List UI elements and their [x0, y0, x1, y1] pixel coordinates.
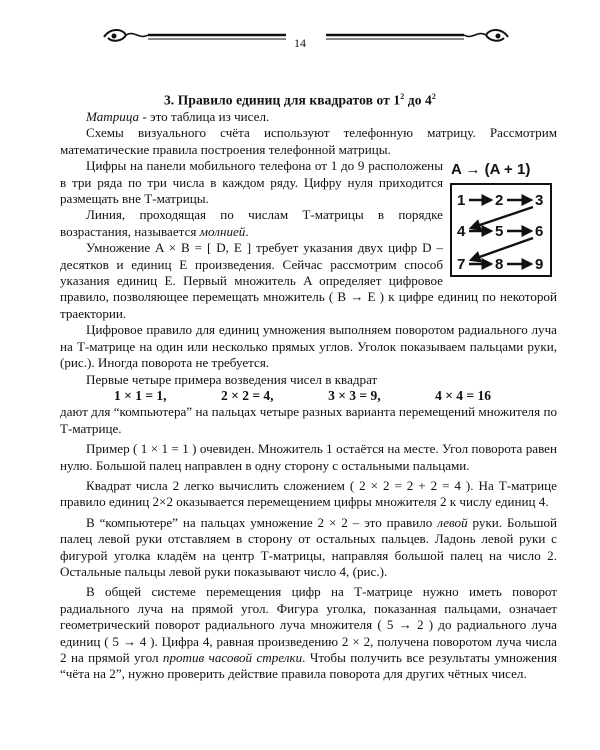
paragraph: Пример ( 1 × 1 = 1 ) очевиден. Множитель 1 остаётся на месте. Угол поворота равен нулю. Большой палец направлен в одну сторону с остальными пальцами.	[60, 441, 557, 473]
digit-3: 3	[535, 192, 544, 210]
digit-8: 8	[495, 256, 504, 274]
digit-1: 1	[457, 192, 466, 210]
paragraph: Цифры на панели мобильного телефона от 1 до 9 расположены в три ряда по три числа в каждом ряду. Цифру нуля приходится размещать вне Т-матрицы.	[60, 158, 443, 207]
page-body	[60, 109, 557, 683]
paragraph: Цифровое правило для единиц умножения выполняем поворотом радиального луча на Т-матрице на один или несколько прямых углов. Уголок показываем пальцами руки, (рис.). Иногда поворота не требуется.	[60, 322, 557, 371]
example-4: 4 × 4 = 16	[435, 387, 491, 403]
paragraph: Линия, проходящая по числам Т-матрицы в порядке возрастания, называется молнией.	[60, 207, 443, 239]
t-matrix-figure	[449, 160, 557, 278]
paragraph: Схемы визуального счёта используют телефонную матрицу. Рассмотрим математические правила построения телефонной матрицы.	[60, 125, 557, 157]
digit-4: 4	[457, 223, 466, 241]
digit-5: 5	[495, 223, 504, 241]
digit-7: 7	[457, 256, 466, 274]
paragraph: В “компьютере” на пальцах умножение 2 × 2 – это правило левой руки. Большой палец левой руки отставляем в сторону от остальных пальцев. Ладонь левой руки с фигурой уголка кладём на центр Т-матрицы, направляя большой палец на число 2. Остальные пальцы левой руки показывают число 4, (рис.).	[60, 514, 557, 579]
right-ornament-icon	[322, 26, 512, 48]
paragraph: Квадрат числа 2 легко вычислить сложением ( 2 × 2 = 2 + 2 = 4 ). На Т-матрице правило единиц 2×2 оказывается перемещением цифры множителя 2 к числу единиц 4.	[60, 477, 557, 510]
example-2: 2 × 2 = 4,	[221, 387, 274, 403]
digit-2: 2	[495, 192, 504, 210]
digit-6: 6	[535, 223, 544, 241]
paragraph: Матрица - это таблица из чисел.	[86, 109, 270, 124]
digit-9: 9	[535, 256, 544, 274]
square-examples	[60, 388, 557, 404]
paragraph: дают для “компьютера” на пальцах четыре разных варианта перемещений множителя по Т-матрице.	[60, 404, 557, 436]
paragraph: Первые четыре примера возведения чисел в квадрат	[86, 371, 378, 387]
example-1: 1 × 1 = 1,	[114, 387, 167, 403]
section-title: 3. Правило единиц для квадратов от $1^2$ до $4^2$	[163, 92, 437, 108]
paragraph: Умножение A × B = [ D, E ] требует указания двух цифр D – десятков и единиц E произведения. Сейчас рассмотрим способ указания единиц E. Первый множитель A определяет цифровое правило, позволяющее перемещать множитель ( B → E ) к цифре единиц по некоторой траектории.	[60, 240, 557, 321]
figure-title: A → (A + 1)	[451, 161, 531, 179]
example-3: 3 × 3 = 9,	[328, 387, 381, 403]
paragraph: В общей системе перемещения цифр на Т-матрице нужно иметь поворот радиального луча на прямой угол. Фигура уголка, показанная пальцами, означает геометрический поворот радиального луча множителя ( 5 → 2 ) до радиального луча единиц ( 5 → 4 ). Цифра 4, равная произведению 2 × 2, получена поворотом луча числа 2 на прямой угол против часовой стрелки. Чтобы получить все результаты умножения “чёта на 2”, нужно проверить действие правила поворота для других чётных чисел.	[60, 584, 557, 682]
page-number: 14	[294, 36, 306, 50]
